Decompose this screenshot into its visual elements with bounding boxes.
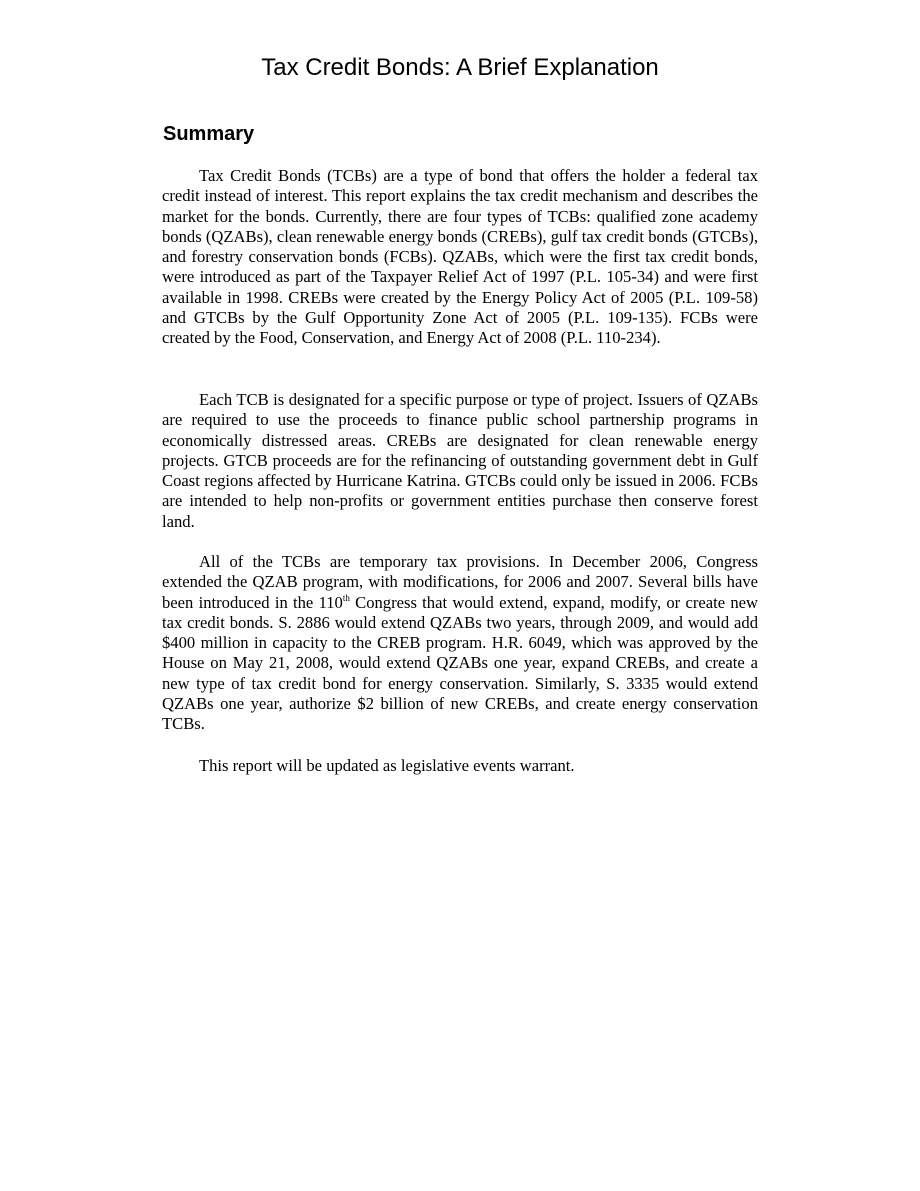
summary-paragraph-3 <box>162 552 758 735</box>
paragraph-3-text-after: Congress that would extend, expand, modify, or create new tax credit bonds. S. 2886 would extend QZABs two years, through 2009, and would add $400 million in capacity to the CREB program. H.R. 6049, which was approved by the House on May 21, 2008, would extend QZABs one year, expand CREBs, and create a new type of tax credit bond for energy conservation. Similarly, S. 3335 would extend QZABs one year, authorize $2 billion of new CREBs, and create energy conservation TCBs. <box>162 592 758 734</box>
ordinal-superscript: th <box>342 592 350 603</box>
summary-paragraph-4: This report will be updated as legislative events warrant. <box>199 756 575 775</box>
summary-paragraph-1: Tax Credit Bonds (TCBs) are a type of bond that offers the holder a federal tax credit instead of interest. This report explains the tax credit mechanism and describes the market for the bonds. Currently, there are four types of TCBs: qualified zone academy bonds (QZABs), clean renewable energy bonds (CREBs), gulf tax credit bonds (GTCBs), and forestry conservation bonds (FCBs). QZABs, which were the first tax credit bonds, were introduced as part of the Taxpayer Relief Act of 1997 (P.L. 105-34) and were first available in 1998. CREBs were created by the Energy Policy Act of 2005 (P.L. 109-58) and GTCBs by the Gulf Opportunity Zone Act of 2005 (P.L. 109-135). FCBs were created by the Food, Conservation, and Energy Act of 2008 (P.L. 110-234). <box>162 166 758 348</box>
summary-paragraph-2: Each TCB is designated for a specific purpose or type of project. Issuers of QZABs are required to use the proceeds to finance public school partnership programs in economically distressed areas. CREBs are designated for clean renewable energy projects. GTCB proceeds are for the refinancing of outstanding government debt in Gulf Coast regions affected by Hurricane Katrina. GTCBs could only be issued in 2006. FCBs are intended to help non-profits or government entities purchase then conserve forest land. <box>162 390 758 531</box>
document-title: Tax Credit Bonds: A Brief Explanation <box>261 54 659 81</box>
paragraph-3-text-before: All of the TCBs are temporary tax provisions. In December 2006, Congress extended the QZAB program, with modifications, for 2006 and 2007. Several bills have been introduced in the 110 <box>162 552 758 612</box>
section-heading-summary: Summary <box>163 123 255 145</box>
